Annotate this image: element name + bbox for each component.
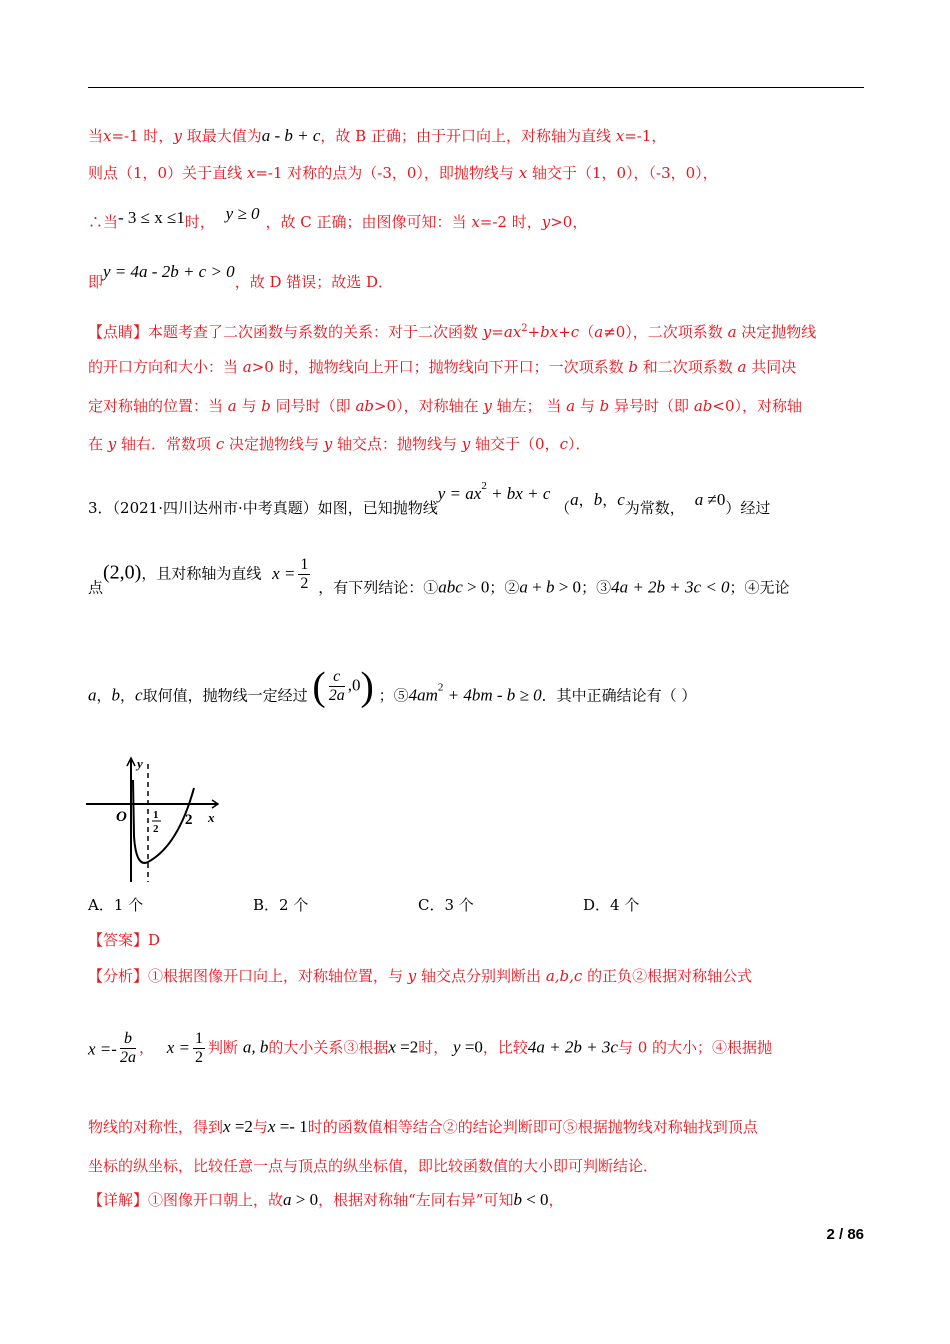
solution-line-1: 当x=-1 时，y 取最大值为a - b + c，故 B 正确；由于开口向上，对称轴为直线 x=-1， <box>88 126 667 145</box>
root-label-2: 2 <box>185 812 193 828</box>
question-3-line-1: 3．（2021·四川达州市·中考真题）如图，已知抛物线$y = ax^2$ + bx + c （a，b，c为常数， a ≠0）经过 <box>88 480 771 517</box>
comment-line-3: 定对称轴的位置：当 a 与 b 同号时（即 ab>0），对称轴在 y 轴左； 当 a 与 b 异号时（即 ab<0），对称轴 <box>88 397 802 415</box>
x-axis-label: x <box>208 810 215 825</box>
option-b[interactable]: B．2 个 <box>253 896 309 914</box>
option-c[interactable]: C．3 个 <box>418 896 474 914</box>
header-rule <box>88 87 864 88</box>
option-d[interactable]: D．4 个 <box>583 896 640 914</box>
comment-line-1: 【点睛】本题考查了二次函数与系数的关系：对于二次函数 $y=ax^2+bx+c(a\ne 0)$，二次项系数 a 决定抛物线 <box>88 323 817 341</box>
option-a[interactable]: A．1 个 <box>88 896 144 914</box>
question-3-line-3: a，b，c取何值，抛物线一定经过 ( $\frac{c}{2a}$ ,0) ；⑤4am2 + 4bm - b ≥ 0．其中正确结论有（ ） <box>88 663 697 709</box>
solution-line-2: 则点（1，0）关于直线 x=-1 对称的点为（-3，0），即抛物线与 x 轴交于（1，0），（-3，0）， <box>88 164 718 182</box>
question-3-line-2: 点(2,0)，且对称轴为直线 x = $\frac{1}{2}$ ，有下列结论：①abc > 0；②a + b > 0；③4a + 2b + 3c < 0；④无论 <box>88 556 790 597</box>
solution-line-3: ∴当- 3 ≤ x ≤1时， y ≥ 0 ，故 C 正确；由图像可知：当 x=-2 时，y>0， <box>88 204 588 231</box>
analysis-line-1: 【分析】①根据图像开口向上，对称轴位置，与 y 轴交点分别判断出 a,b,c 的正负②根据对称轴公式 <box>88 967 753 985</box>
answer-line: 【答案】D <box>88 931 161 949</box>
page-number: 2 / 86 <box>826 1226 864 1243</box>
half-numerator: 1 <box>153 809 159 821</box>
y-axis-label: y <box>137 756 143 771</box>
parabola-graph <box>86 756 226 884</box>
solution-line-4: 即y = 4a - 2b + c > 0，故 D 错误；故选 D． <box>88 262 394 291</box>
comment-line-2: 的开口方向和大小：当 a>0 时，抛物线向上开口；抛物线向下开口；一次项系数 b 和二次项系数 a 共同决 <box>88 358 797 376</box>
analysis-line-4: 坐标的纵坐标，比较任意一点与顶点的纵坐标值，即比较函数值的大小即可判断结论． <box>88 1157 659 1175</box>
detail-line-1: 【详解】①图像开口朝上，故a > 0，根据对称轴“左同右异”可知b < 0， <box>88 1190 564 1209</box>
analysis-line-3: 物线的对称性，得到x =2与x =- 1时的函数值相等结合②的结论判断即可⑤根据抛物线对称轴找到顶点 <box>88 1117 758 1136</box>
half-denominator: 2 <box>153 823 159 835</box>
analysis-line-2: x =- $\frac{b}{2a}$ ， x = $\frac{1}{2}$ 判断 a, b的大小关系③根据x =2时， y =0，比较4a + 2b + 3c与 0 的大小；④根据抛 <box>88 1030 773 1066</box>
origin-label: O <box>116 809 127 825</box>
comment-line-4: 在 y 轴右．常数项 c 决定抛物线与 y 轴交点：抛物线与 y 轴交于（0，c）． <box>88 435 591 453</box>
